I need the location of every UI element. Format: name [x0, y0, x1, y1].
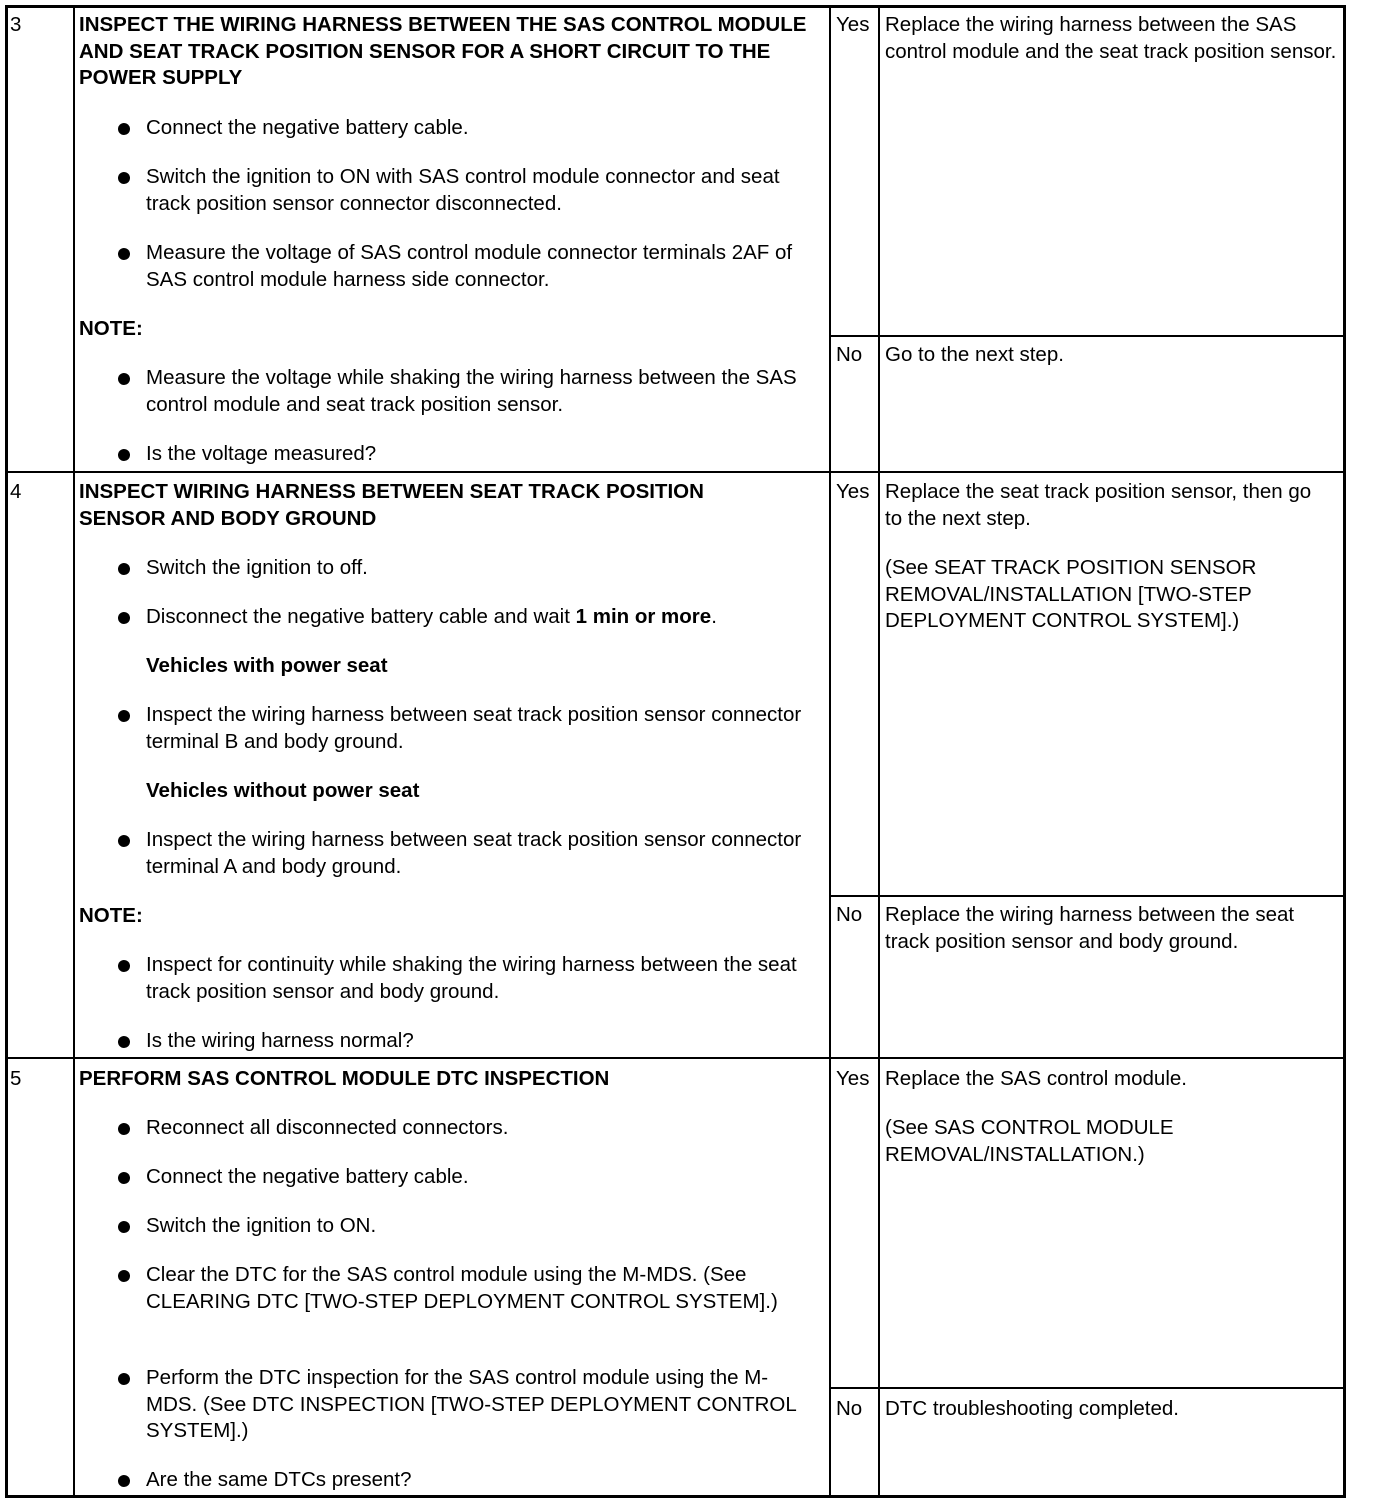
bullet-icon: [118, 373, 130, 385]
step-instruction: Inspect the wiring harness between seat track position sensor connector terminal B and body ground.: [146, 703, 802, 753]
yes-label: Yes: [836, 480, 870, 503]
bullet-icon: [118, 1475, 130, 1487]
column-divider: [878, 5, 880, 1498]
yes-label: Yes: [836, 13, 870, 36]
bullet-icon: [118, 1036, 130, 1048]
wait-time: 1 min or more: [575, 605, 712, 628]
yes-action: Replace the SAS control module.: [885, 1067, 1187, 1090]
step-instruction: Switch the ignition to off.: [146, 556, 368, 579]
note-instruction: Inspect for continuity while shaking the wiring harness between the seat track position sensor and body ground.: [146, 953, 797, 1003]
step-instruction: Switch the ignition to ON with SAS control module connector and seat track position sensor connector disconnected.: [146, 165, 780, 215]
no-label: No: [836, 1397, 863, 1420]
step-instruction: Clear the DTC for the SAS control module using the M-MDS. (See CLEARING DTC [TWO-STEP DEPLOYMENT CONTROL SYSTEM].): [146, 1263, 778, 1313]
step-instruction: Connect the negative battery cable.: [146, 116, 469, 139]
step-instruction: Perform the DTC inspection for the SAS control module using the M-MDS. (See DTC INSPECTION [TWO-STEP DEPLOYMENT CONTROL SYSTEM].): [146, 1366, 797, 1442]
subheading-power-seat: Vehicles with power seat: [146, 654, 388, 677]
step-instruction: Reconnect all disconnected connectors.: [146, 1116, 509, 1139]
bullet-icon: [118, 835, 130, 847]
note-label: NOTE:: [79, 904, 143, 927]
bullet-icon: [118, 1221, 130, 1233]
result-divider: [829, 895, 1346, 897]
no-label: No: [836, 903, 863, 926]
note-label: NOTE:: [79, 317, 143, 340]
step-question: Is the voltage measured?: [146, 442, 377, 465]
step-instruction: Disconnect the negative battery cable and wait 1 min or more.: [146, 605, 717, 628]
bullet-icon: [118, 563, 130, 575]
step-instruction: Switch the ignition to ON.: [146, 1214, 377, 1237]
note-instruction: Measure the voltage while shaking the wiring harness between the SAS control module and seat track position sensor.: [146, 366, 797, 416]
result-divider: [829, 1387, 1346, 1389]
no-action: DTC troubleshooting completed.: [885, 1397, 1179, 1420]
bullet-icon: [118, 612, 130, 624]
step-instruction: Inspect the wiring harness between seat track position sensor connector terminal A and body ground.: [146, 828, 802, 878]
step-title: INSPECT WIRING HARNESS BETWEEN SEAT TRACK POSITION SENSOR AND BODY GROUND: [79, 480, 704, 530]
step-number: 4: [10, 480, 22, 503]
bullet-icon: [118, 1172, 130, 1184]
no-action: Replace the wiring harness between the seat track position sensor and body ground.: [885, 903, 1295, 953]
bullet-icon: [118, 1270, 130, 1282]
bullet-icon: [118, 1373, 130, 1385]
bullet-icon: [118, 172, 130, 184]
bullet-icon: [118, 710, 130, 722]
step-number: 5: [10, 1067, 22, 1090]
step-title: INSPECT THE WIRING HARNESS BETWEEN THE SAS CONTROL MODULE AND SEAT TRACK POSITION SENSOR FOR A SHORT CIRCUIT TO THE POWER SUPPLY: [79, 13, 807, 89]
yes-action: Replace the seat track position sensor, then go to the next step.: [885, 480, 1312, 530]
bullet-icon: [118, 960, 130, 972]
yes-reference: (See SEAT TRACK POSITION SENSOR REMOVAL/INSTALLATION [TWO-STEP DEPLOYMENT CONTROL SYSTEM].): [885, 556, 1257, 632]
bullet-icon: [118, 1123, 130, 1135]
row-divider: [5, 1057, 1346, 1059]
column-divider: [829, 5, 831, 1498]
yes-label: Yes: [836, 1067, 870, 1090]
bullet-icon: [118, 123, 130, 135]
step-title: PERFORM SAS CONTROL MODULE DTC INSPECTION: [79, 1067, 610, 1090]
step-question: Are the same DTCs present?: [146, 1468, 412, 1491]
step-instruction: Connect the negative battery cable.: [146, 1165, 469, 1188]
row-divider: [5, 471, 1346, 473]
yes-reference: (See SAS CONTROL MODULE REMOVAL/INSTALLATION.): [885, 1116, 1174, 1166]
column-divider: [73, 5, 75, 1498]
bullet-icon: [118, 248, 130, 260]
no-action: Go to the next step.: [885, 343, 1064, 366]
subheading-no-power-seat: Vehicles without power seat: [146, 779, 420, 802]
step-number: 3: [10, 13, 22, 36]
result-divider: [829, 335, 1346, 337]
step-question: Is the wiring harness normal?: [146, 1029, 414, 1052]
yes-action: Replace the wiring harness between the SAS control module and the seat track position sensor.: [885, 13, 1337, 63]
bullet-icon: [118, 449, 130, 461]
no-label: No: [836, 343, 863, 366]
step-instruction: Measure the voltage of SAS control module connector terminals 2AF of SAS control module harness side connector.: [146, 241, 793, 291]
